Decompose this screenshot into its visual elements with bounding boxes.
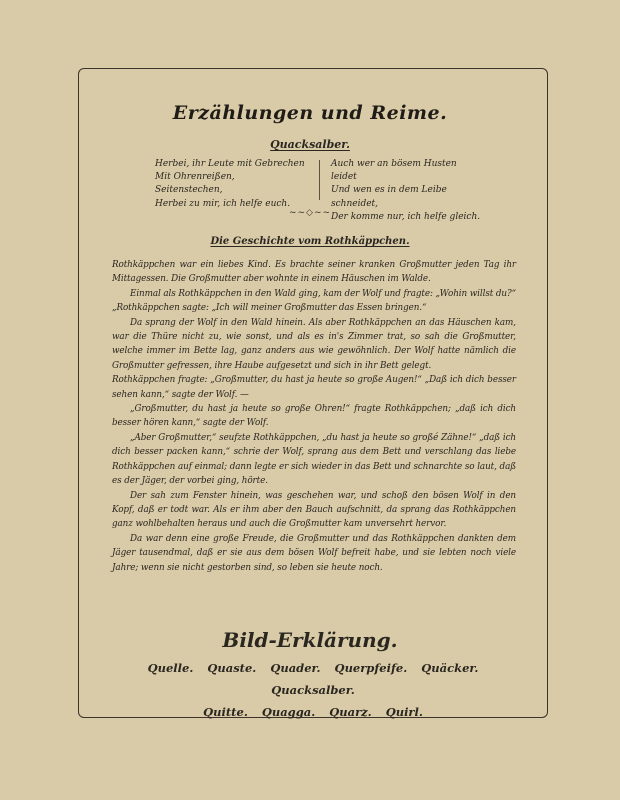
- caption-words: [108, 657, 518, 723]
- caption-title: Bild-Erklärung.: [222, 628, 398, 652]
- story-paragraph: Einmal als Rothkäppchen in den Wald ging, kam der Wolf und fragte: „Wohin willst du?“ „Rothkäppchen sagte: „Ich will meiner Großmutter das Essen bringen.“: [112, 288, 516, 314]
- story-paragraph: „Aber Großmutter,“ seufzte Rothkäppchen, „du hast ja heute so großé Zähne!“ „daß ich dich besser packen kann,“ schrie der Wolf, sprang aus dem Bett und verschlang das liebe Rothkäppchen auf einmal; dann legte er sich wieder in das Bett und schnarchte so laut, daß es der Jäger, der vorbei ging, hörte.: [112, 432, 516, 487]
- poem-line: Herbei, ihr Leute mit Gebrechen: [155, 159, 305, 169]
- caption-word: Quitte.: [203, 705, 248, 719]
- caption-word: Quirl.: [385, 705, 423, 719]
- page-title: Erzählungen und Reime.: [172, 102, 448, 124]
- poem: [155, 158, 481, 222]
- caption-word: Quader.: [270, 661, 321, 675]
- ornament-divider: ~~◇~~: [288, 208, 332, 218]
- poem-line: Mit Ohrenreißen, Seitenstechen,: [155, 172, 235, 196]
- poem-line: Auch wer an bösem Husten leidet: [331, 159, 457, 183]
- caption-word: Quacksalber.: [271, 683, 355, 697]
- story-paragraph: Da sprang der Wolf in den Wald hinein. Als aber Rothkäppchen an das Häuschen kam, war die Thüre nicht zu, wie sonst, und als es in's Zimmer trat, so sah die Großmutter, welche immer im Bette lag, ganz anders aus wie gewöhnlich. Der Wolf hatte nämlich die Großmutter gefressen, ihre Haube aufgesetzt und sich in ihr Bett gelegt.: [112, 317, 516, 371]
- caption-word: Quaste.: [207, 661, 257, 675]
- story-paragraph: Der sah zum Fenster hinein, was geschehen war, und schoß den bösen Wolf in den Kopf, daß er todt war. Als er ihm aber den Bauch aufschnitt, da sprang das Rothkäppchen ganz wohlbehalten heraus und auch die Großmutter kam unversehrt hervor.: [112, 490, 516, 530]
- story-paragraph: „Großmutter, du hast ja heute so große Ohren!“ fragte Rothkäppchen; „daß ich dich besser hören kann,“ sagte der Wolf.: [112, 404, 516, 429]
- caption-word: Querpfeife.: [334, 661, 408, 675]
- poem-left-column: [155, 158, 305, 211]
- poem-divider: [319, 160, 320, 200]
- caption-row: [108, 701, 518, 723]
- caption-word: Quarz.: [329, 705, 372, 719]
- caption-word: Quagga.: [261, 705, 316, 719]
- story-body: [112, 258, 516, 575]
- story-paragraph: Rothkäppchen fragte: „Großmutter, du hast ja heute so große Augen!“ „Daß ich dich besser sehen kann,“ sagte der Wolf. —: [112, 375, 516, 400]
- poem-line: Herbei zu mir, ich helfe euch.: [155, 198, 291, 209]
- poem-title: Quacksalber.: [270, 138, 350, 151]
- story-paragraph: Rothkäppchen war ein liebes Kind. Es brachte seiner kranken Großmutter jeden Tag ihr Mittagessen. Die Großmutter aber wohnte in einem Häuschen im Walde.: [112, 260, 516, 285]
- caption-row: [108, 657, 518, 701]
- poem-line: Der komme nur, ich helfe gleich.: [331, 211, 481, 222]
- story-title: Die Geschichte vom Rothkäppchen.: [210, 236, 410, 247]
- caption-word: Quelle.: [147, 661, 194, 675]
- caption-word: Quäcker.: [421, 661, 479, 675]
- story-paragraph: Da war denn eine große Freude, die Großmutter und das Rothkäppchen dankten dem Jäger tausendmal, daß er sie aus dem bösen Wolf befreit habe, und sie lebten noch viele Jahre; wenn sie nicht gestorben sind, so leben sie heute noch.: [112, 533, 516, 573]
- poem-line: Und wen es in dem Leibe schneidet,: [331, 185, 447, 209]
